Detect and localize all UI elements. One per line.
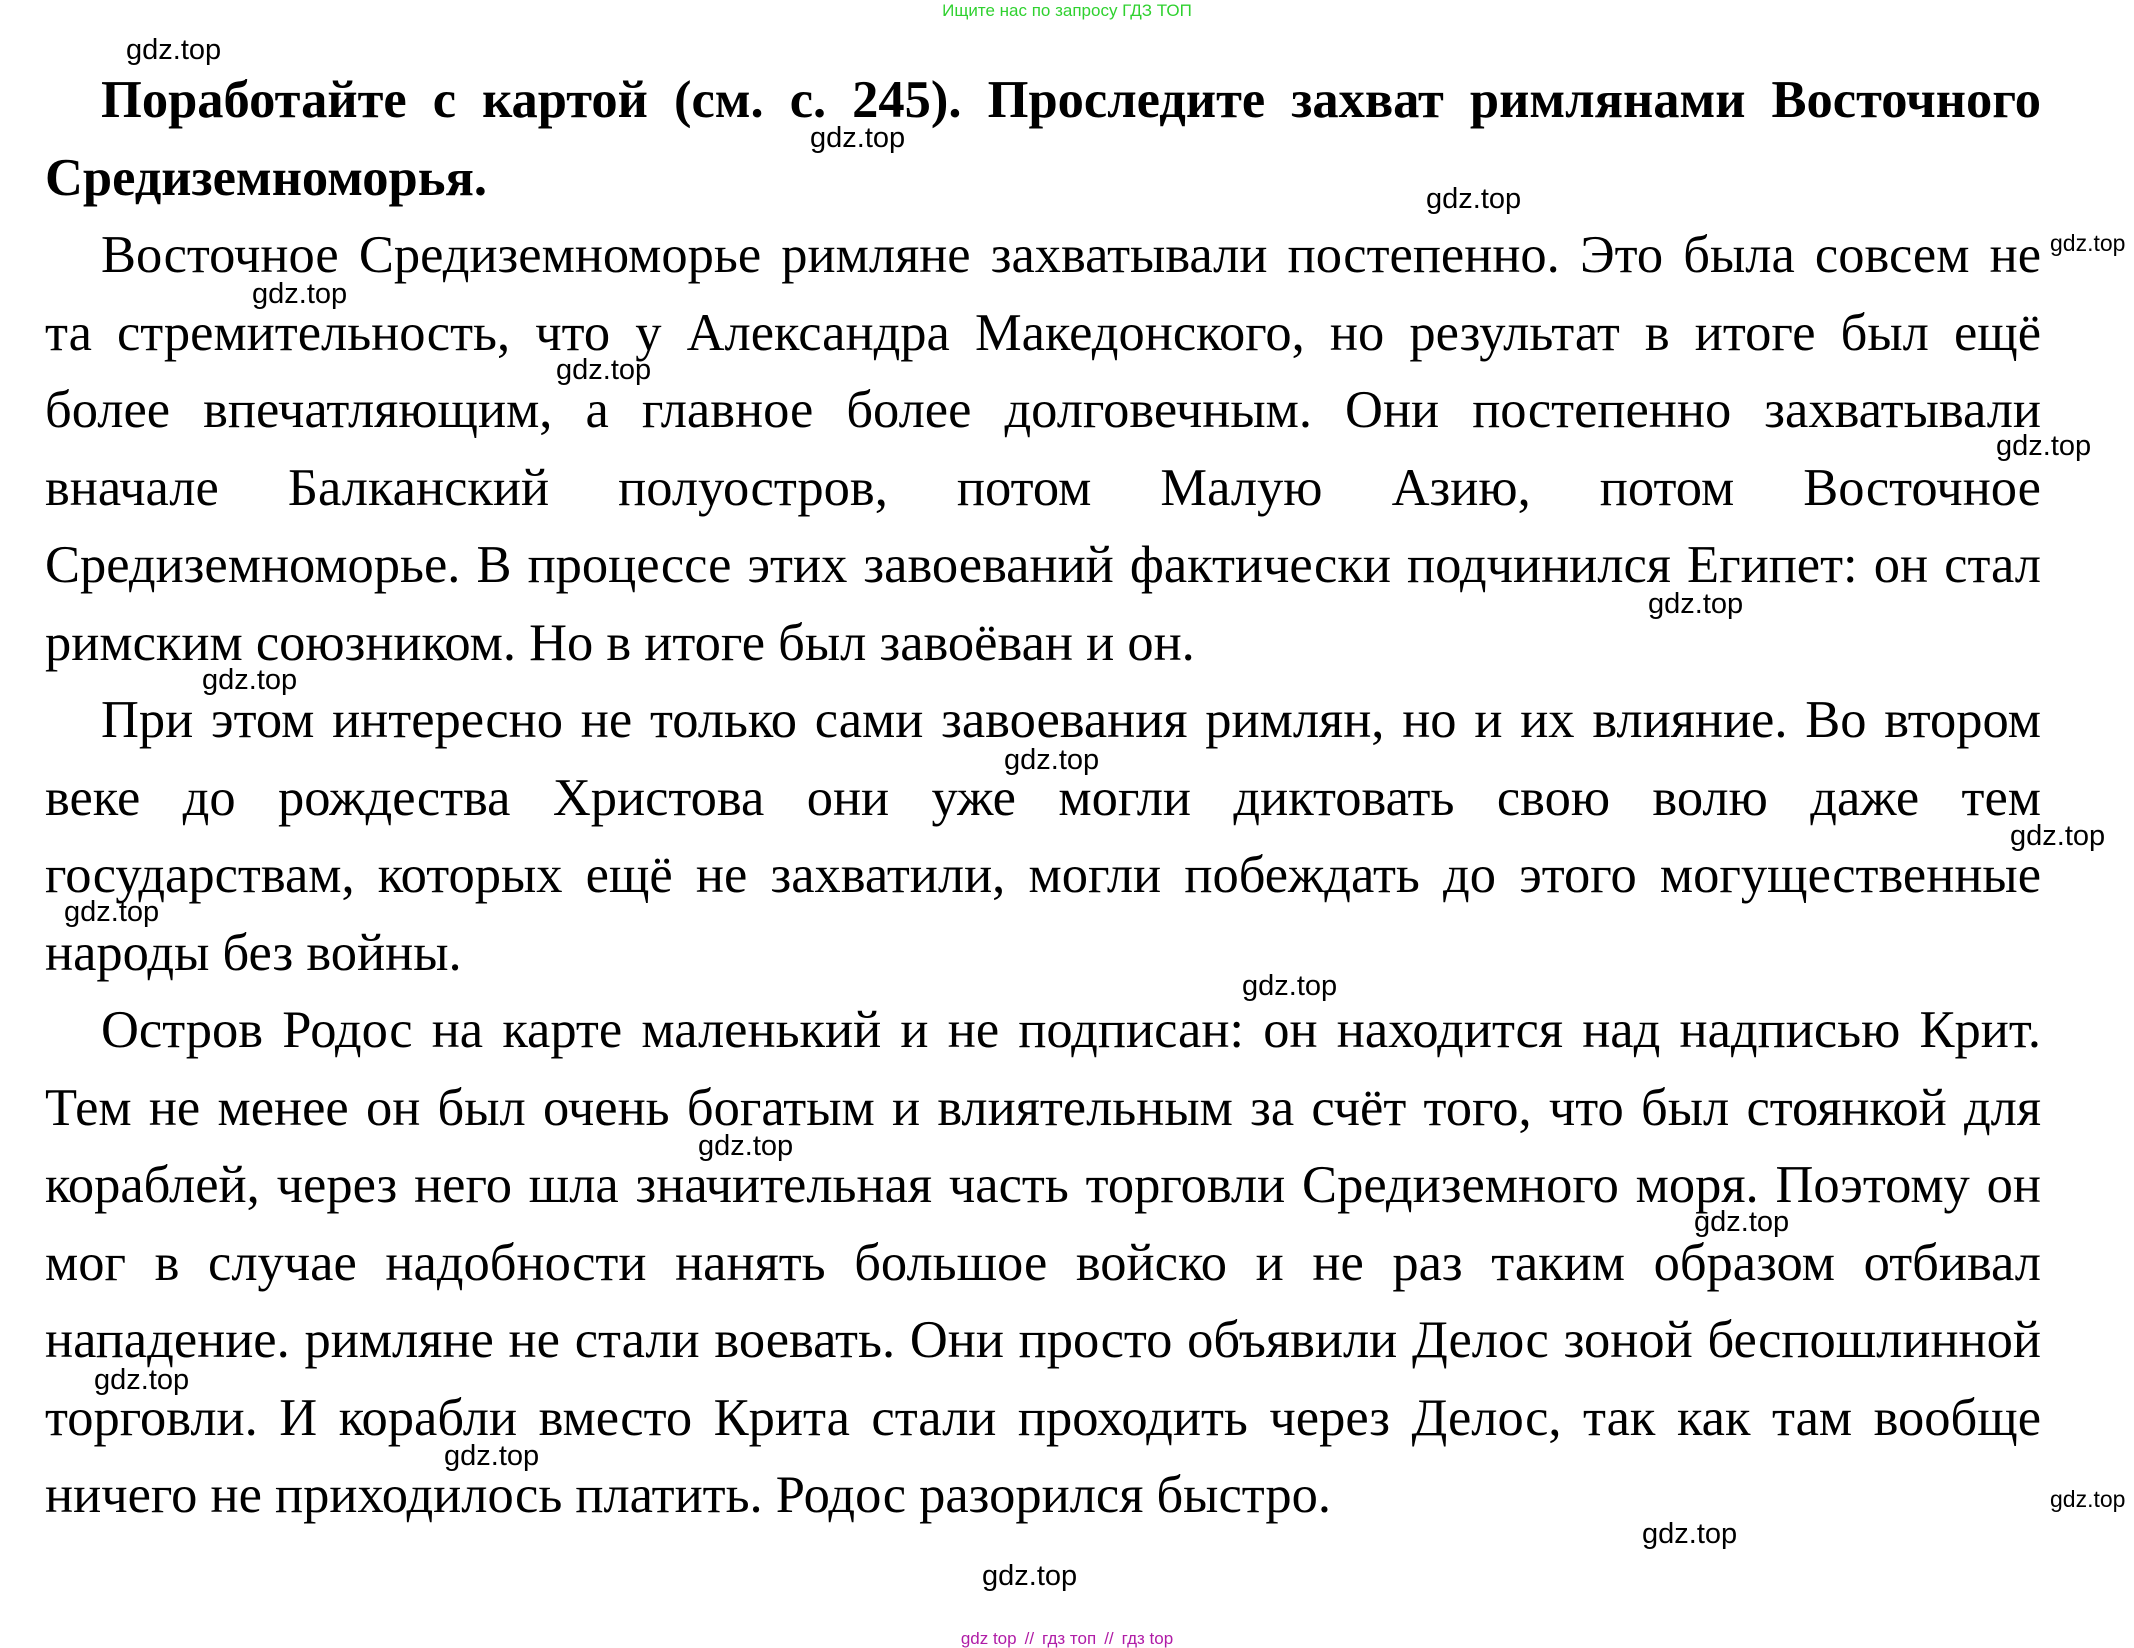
watermark: gdz.top bbox=[982, 1560, 1078, 1592]
watermark: gdz.top bbox=[2050, 230, 2126, 256]
watermark: gdz.top bbox=[1694, 1206, 1790, 1238]
task-heading: Поработайте с картой (см. с. 245). Проследите захват римлянами Восточного Средиземноморья. bbox=[45, 71, 2041, 207]
watermark: gdz.top bbox=[94, 1364, 190, 1396]
watermark: gdz.top bbox=[1242, 970, 1338, 1002]
footer-link-gdz-top[interactable]: gdz top bbox=[960, 1629, 1017, 1648]
watermark: gdz.top bbox=[202, 664, 298, 696]
watermark: gdz.top bbox=[556, 354, 652, 386]
watermark: gdz.top bbox=[444, 1440, 540, 1472]
answer-paragraph-2: При этом интересно не только сами завоевания римлян, но и их влияние. Во втором веке до рождества Христова они уже могли диктовать свою волю даже тем государствам, которых ещё не захватили, могли побеждать до этого могущественные народы без войны. bbox=[45, 691, 2041, 982]
footer-links bbox=[0, 1630, 2134, 1648]
footer-separator: // bbox=[1024, 1629, 1035, 1648]
answer-paragraph-3: Остров Родос на карте маленький и не подписан: он находится над надписью Крит. Тем не менее он был очень богатым и влиятельным за счёт того, что был стоянкой для кораблей, через него шла значительная часть торговли Средиземного моря. Поэтому он мог в случае надобности нанять большое войско и не раз таким образом отбивал нападение. римляне не стали воевать. Они просто объявили Делос зоной беспошлинной торговли. И корабли вместо Крита стали проходить через Делос, так как там вообще ничего не приходилось платить. Родос разорился быстро. bbox=[45, 1001, 2041, 1524]
footer-link-gdz-top-ru[interactable]: гдз топ bbox=[1042, 1629, 1097, 1648]
watermark: gdz.top bbox=[1648, 588, 1744, 620]
watermark: gdz.top bbox=[698, 1130, 794, 1162]
watermark: gdz.top bbox=[2010, 820, 2106, 852]
watermark: gdz.top bbox=[1996, 430, 2092, 462]
watermark: gdz.top bbox=[1642, 1518, 1738, 1550]
watermark: gdz.top bbox=[2050, 1486, 2126, 1512]
top-banner[interactable]: Ищите нас по запросу ГДЗ ТОП bbox=[942, 1, 1192, 20]
watermark: gdz.top bbox=[252, 278, 348, 310]
footer-link-gdz-top-mixed[interactable]: гдз top bbox=[1121, 1629, 1174, 1648]
watermark: gdz.top bbox=[64, 896, 160, 928]
watermark: gdz.top bbox=[1004, 744, 1100, 776]
answer-paragraph-1: Восточное Средиземноморье римляне захватывали постепенно. Это была совсем не та стремительность, что у Александра Македонского, но результат в итоге был ещё более впечатляющим, а главное более долговечным. Они постепенно захватывали вначале Балканский полуостров, потом Малую Азию, потом Восточное Средиземноморье. В процессе этих завоеваний фактически подчинился Египет: он стал римским союзником. Но в итоге был завоёван и он. bbox=[45, 226, 2041, 672]
watermark: gdz.top bbox=[1426, 183, 1522, 215]
footer-separator: // bbox=[1104, 1629, 1114, 1648]
watermark: gdz.top bbox=[126, 34, 222, 66]
watermark: gdz.top bbox=[810, 122, 906, 154]
